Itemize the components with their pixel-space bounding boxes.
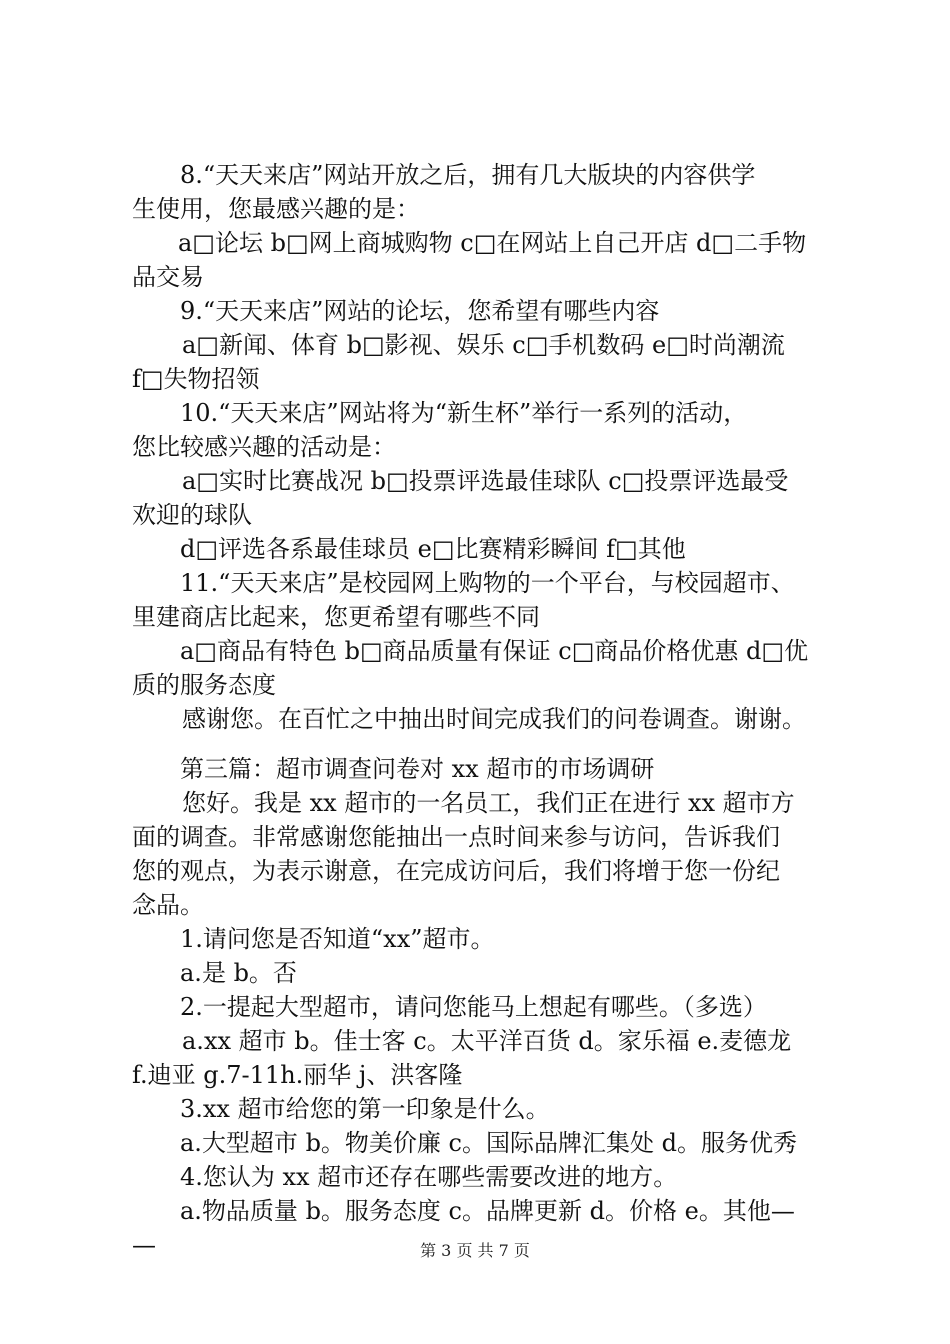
text-line: a.大型超市 b。物美价廉 c。国际品牌汇集处 d。服务优秀 <box>180 1129 797 1157</box>
text-line: 第三篇：超市调查问卷对 xx 超市的市场调研 <box>180 755 655 783</box>
text-line: 欢迎的球队 <box>132 501 252 529</box>
text-line: 4.您认为 xx 超市还存在哪些需要改进的地方。 <box>180 1163 678 1191</box>
text-line: d□评选各系最佳球员 e□比赛精彩瞬间 f□其他 <box>180 535 686 563</box>
text-line: 1.请问您是否知道“xx”超市。 <box>180 925 495 953</box>
text-line: 8.“天天来店”网站开放之后，拥有几大版块的内容供学 <box>180 161 756 189</box>
text-line: 11.“天天来店”是校园网上购物的一个平台，与校园超市、 <box>180 569 795 597</box>
text-line: 您的观点，为表示谢意，在完成访问后，我们将增于您一份纪 <box>132 857 780 885</box>
text-line: 质的服务态度 <box>132 671 276 699</box>
text-line: f.迪亚 g.7-11h.丽华 j、洪客隆 <box>132 1061 463 1089</box>
text-line: 您比较感兴趣的活动是： <box>132 433 396 461</box>
text-line: a□实时比赛战况 b□投票评选最佳球队 c□投票评选最受 <box>182 467 789 495</box>
text-line: 10.“天天来店”网站将为“新生杯”举行一系列的活动， <box>180 399 748 427</box>
text-line: 2.一提起大型超市，请问您能马上想起有哪些。（多选） <box>180 993 767 1021</box>
text-line: a.xx 超市 b。佳士客 c。太平洋百货 d。家乐福 e.麦德龙 <box>182 1027 792 1055</box>
text-line: 9.“天天来店”网站的论坛，您希望有哪些内容 <box>180 297 660 325</box>
text-line: a.物品质量 b。服务态度 c。品牌更新 d。价格 e。其他— <box>180 1197 795 1225</box>
text-line: a□新闻、体育 b□影视、娱乐 c□手机数码 e□时尚潮流 <box>182 331 785 359</box>
text-line: a□商品有特色 b□商品质量有保证 c□商品价格优惠 d□优 <box>180 637 809 665</box>
text-line: 念品。 <box>132 891 204 919</box>
text-line: 面的调查。非常感谢您能抽出一点时间来参与访问，告诉我们 <box>132 823 780 851</box>
text-line: 品交易 <box>132 263 204 291</box>
text-line: 您好。我是 xx 超市的一名员工，我们正在进行 xx 超市方 <box>182 789 795 817</box>
text-line: 3.xx 超市给您的第一印象是什么。 <box>180 1095 550 1123</box>
page-footer: 第 3 页 共 7 页 <box>420 1241 530 1260</box>
text-line: a.是 b。否 <box>180 959 297 987</box>
text-line: a□论坛 b□网上商城购物 c□在网站上自己开店 d□二手物 <box>178 229 807 257</box>
text-line: — <box>132 1231 156 1259</box>
text-line: 生使用，您最感兴趣的是： <box>132 195 420 223</box>
text-line: 里建商店比起来，您更希望有哪些不同 <box>132 603 540 631</box>
text-line: 感谢您。在百忙之中抽出时间完成我们的问卷调查。谢谢。 <box>182 705 806 733</box>
text-line: f□失物招领 <box>132 365 260 393</box>
